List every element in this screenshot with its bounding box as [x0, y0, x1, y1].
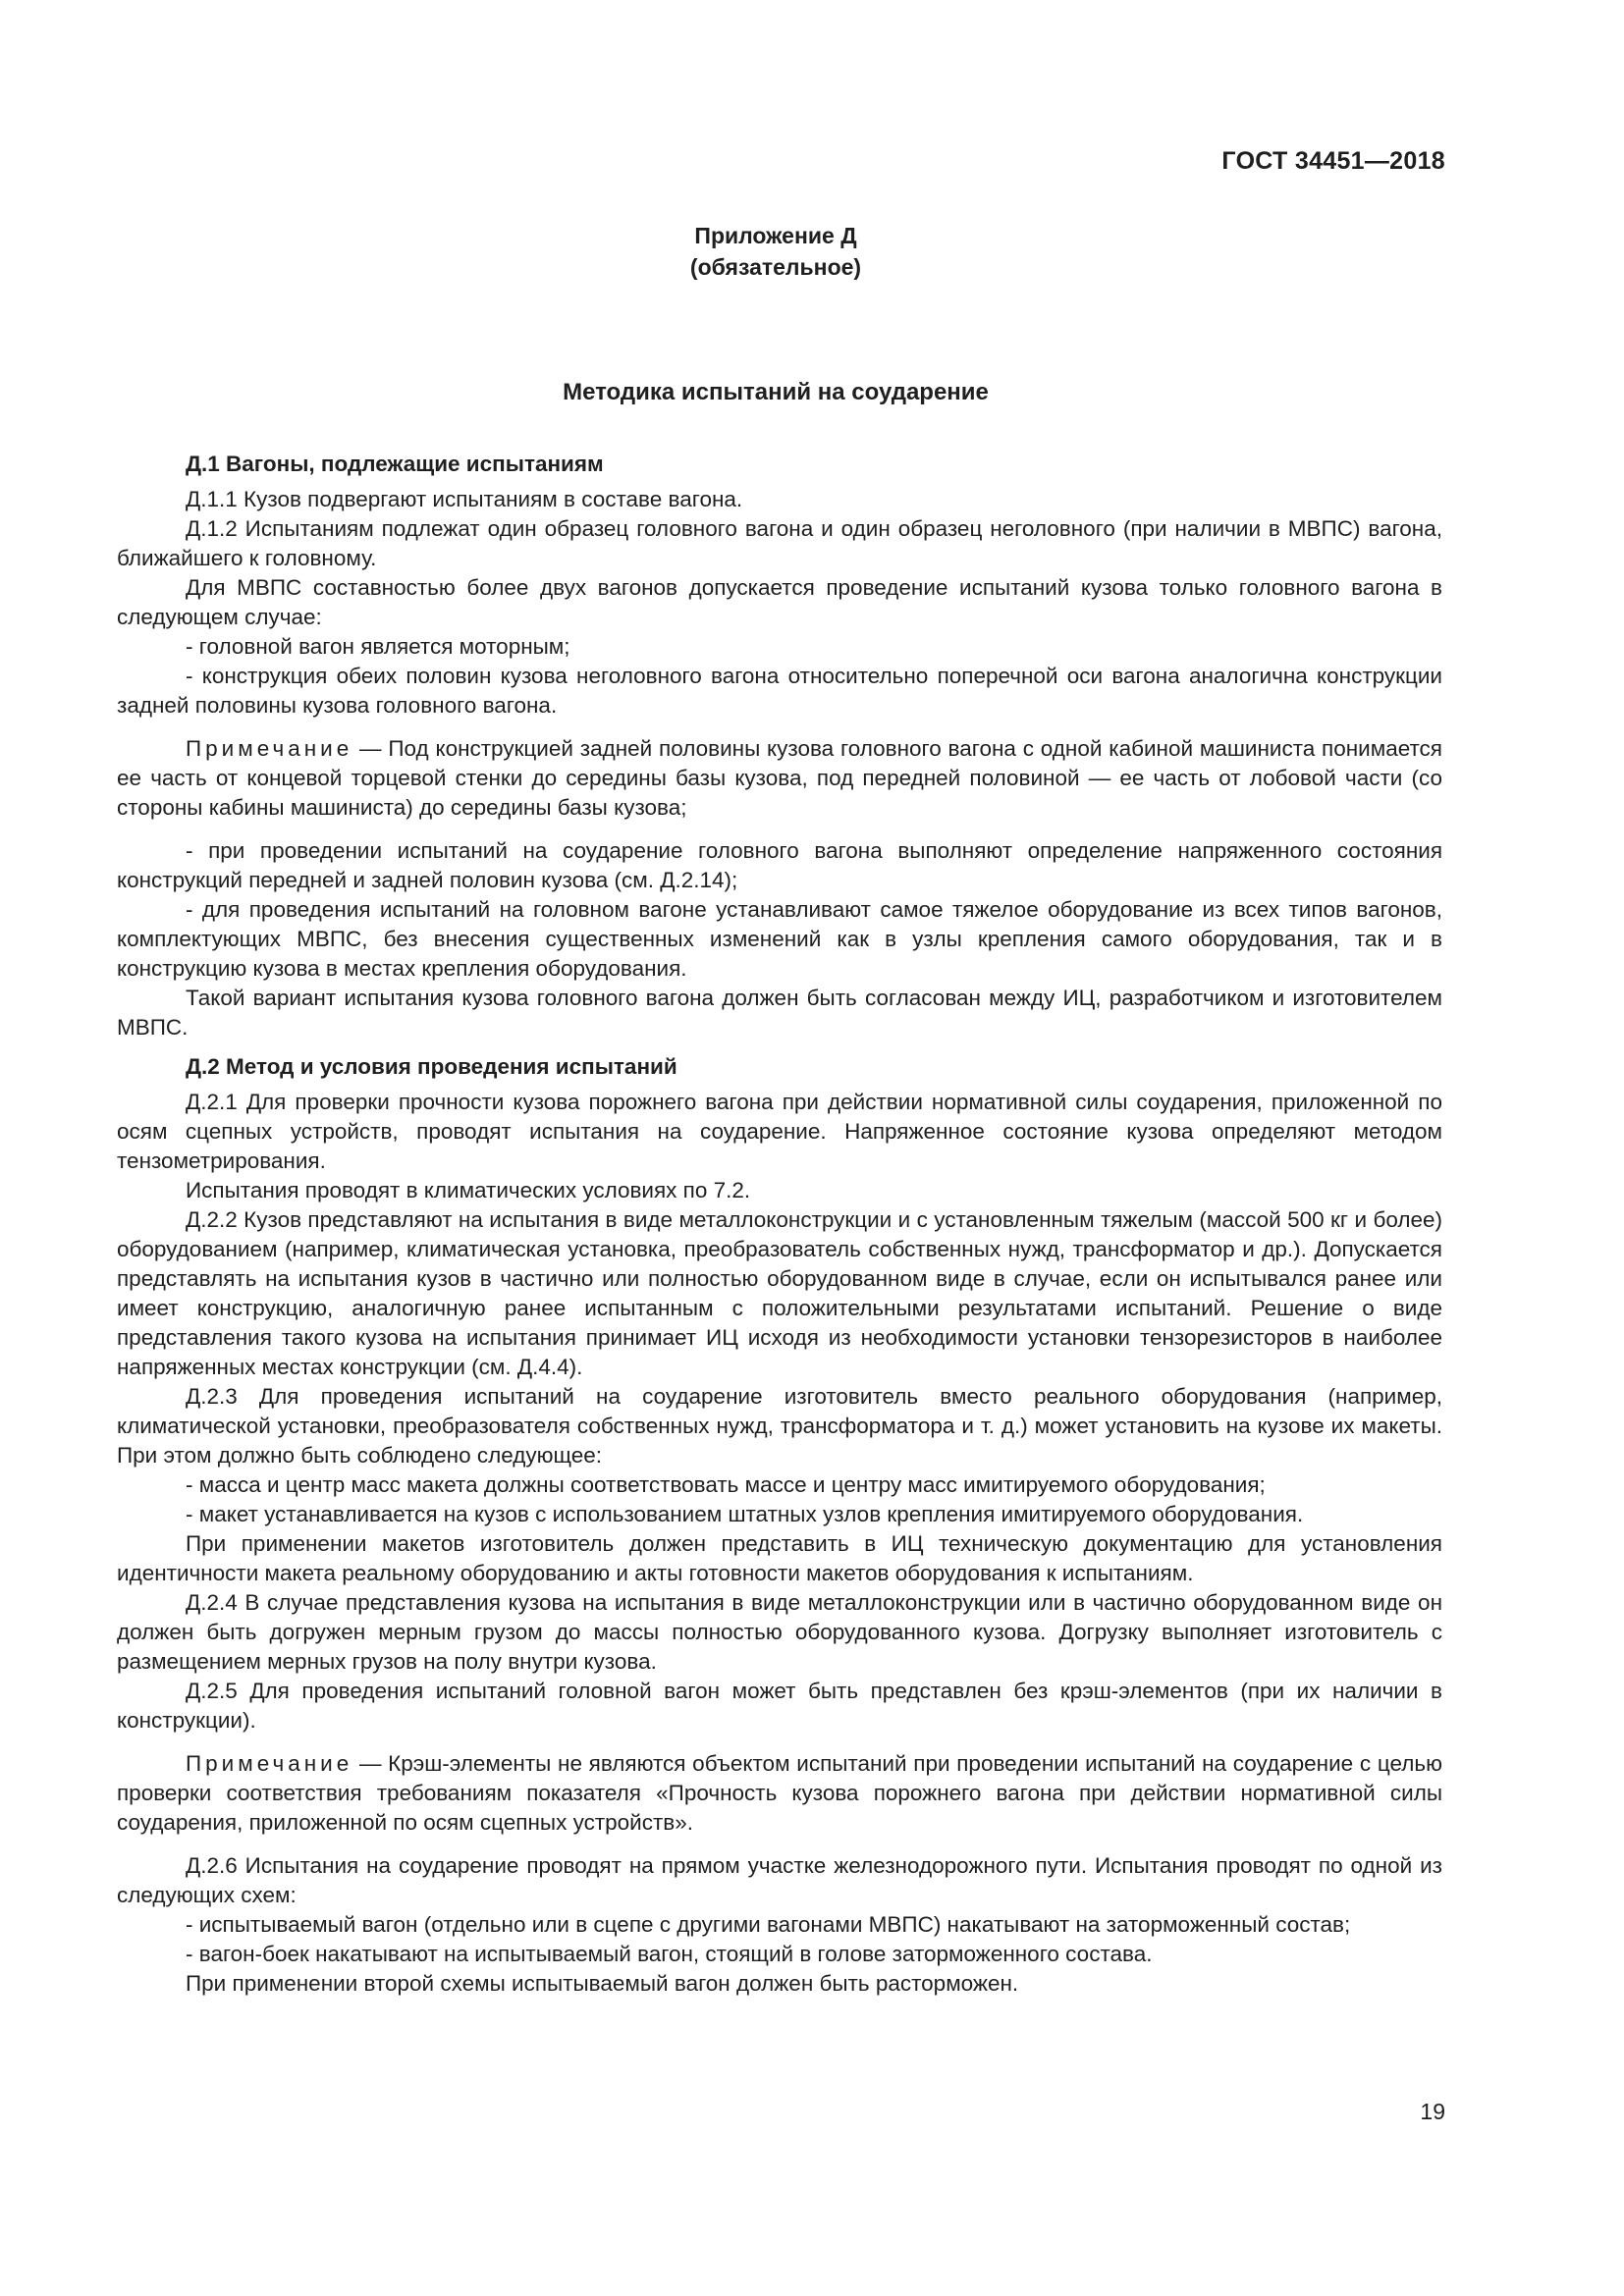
paragraph: Испытания проводят в климатических условиях по 7.2.: [186, 1178, 751, 1202]
annex-heading: [0, 220, 1551, 283]
paragraph: Д.2.3 Для проведения испытаний на соударение изготовитель вместо реального оборудования (например, климатической установки, преобразователя собственных нужд, трансформатора и т. д.) может установить на кузове их макеты. При этом должно быть соблюдено следующее:: [117, 1384, 1442, 1468]
list-item: - испытываемый вагон (отдельно или в сцепе с другими вагонами МВПС) накатывают на заторможенный состав;: [186, 1912, 1351, 1937]
note: [117, 1749, 1442, 1838]
list-item: - макет устанавливается на кузов с использованием штатных узлов крепления имитируемого оборудования.: [186, 1502, 1304, 1526]
list-item: - масса и центр масс макета должны соответствовать массе и центру масс имитируемого оборудования;: [186, 1472, 1266, 1497]
list-item: - головной вагон является моторным;: [186, 634, 570, 659]
annex-status: (обязательное): [689, 254, 862, 280]
note-text: — Под конструкцией задней половины кузова головного вагона с одной кабиной машиниста понимается ее часть от концевой торцевой стенки до середины базы кузова, под передней половиной — ее часть от лобовой части (со стороны кабины машиниста) до середины базы кузова;: [117, 736, 1442, 820]
paragraph: Д.2.2 Кузов представляют на испытания в виде металлоконструкции и с установленным тяжелым (массой 500 кг и более) оборудованием (например, климатическая установка, преобразователь собственных нужд, трансформатор и др.). Допускается представлять на испытания кузов в частично или полностью оборудованном виде в случае, если он испытывался ранее или имеет конструкцию, аналогичную ранее испытанным с положительными результатами испытаний. Решение о виде представления такого кузова на испытания принимает ИЦ исходя из необходимости установки тензорезисторов в наиболее напряженных местах конструкции (см. Д.4.4).: [117, 1207, 1442, 1379]
paragraph: Д.1.1 Кузов подвергают испытаниям в составе вагона.: [186, 487, 743, 511]
list-item: - для проведения испытаний на головном вагоне устанавливают самое тяжелое оборудование из всех типов вагонов, комплектующих МВПС, без внесения существенных изменений как в узлы крепления самого оборудования, так и в конструкцию кузова в местах крепления оборудования.: [117, 897, 1442, 981]
paragraph: Д.2.5 Для проведения испытаний головной вагон может быть представлен без крэш-элементов (при их наличии в конструкции).: [117, 1679, 1442, 1733]
note-text: — Крэш-элементы не являются объектом испытаний при проведении испытаний на соударение с целью проверки соответствия требованиям показателя «Прочность кузова порожнего вагона при действии нормативной силы соударения, приложенной по осям сцепных устройств».: [117, 1751, 1442, 1835]
list-item: - вагон-боек накатывают на испытываемый вагон, стоящий в голове заторможенного состава.: [186, 1942, 1153, 1966]
section-heading-d1: Д.1 Вагоны, подлежащие испытаниям: [186, 452, 604, 476]
paragraph: Д.1.2 Испытаниям подлежат один образец головного вагона и один образец неголовного (при наличии в МВПС) вагона, ближайшего к головному.: [117, 516, 1442, 570]
document-code: ГОСТ 34451—2018: [1221, 147, 1445, 175]
page-title: Методика испытаний на соударение: [563, 379, 989, 405]
note-label: Примечание: [186, 736, 353, 761]
page-number: 19: [1420, 2099, 1445, 2124]
annex-title: Приложение Д: [694, 223, 857, 248]
paragraph: Д.2.6 Испытания на соударение проводят на прямом участке железнодорожного пути. Испытания проводят по одной из следующих схем:: [117, 1853, 1442, 1907]
list-item: - при проведении испытаний на соударение головного вагона выполняют определение напряженного состояния конструкций передней и задней половин кузова (см. Д.2.14);: [117, 838, 1442, 892]
document-body: [117, 450, 1442, 1999]
paragraph: Для МВПС составностью более двух вагонов допускается проведение испытаний кузова только головного вагона в следующем случае:: [117, 575, 1442, 629]
paragraph: Д.2.1 Для проверки прочности кузова порожнего вагона при действии нормативной силы соударения, приложенной по осям сцепных устройств, проводят испытания на соударение. Напряженное состояние кузова определяют методом тензометрирования.: [117, 1090, 1442, 1173]
paragraph: При применении макетов изготовитель должен представить в ИЦ техническую документацию для установления идентичности макета реальному оборудованию и акты готовности макетов оборудования к испытаниям.: [117, 1531, 1442, 1585]
paragraph: Д.2.4 В случае представления кузова на испытания в виде металлоконструкции или в частично оборудованном виде он должен быть догружен мерным грузом до массы полностью оборудованного кузова. Догрузку выполняет изготовитель с размещением мерных грузов на полу внутри кузова.: [117, 1590, 1442, 1674]
paragraph: Такой вариант испытания кузова головного вагона должен быть согласован между ИЦ, разработчиком и изготовителем МВПС.: [117, 986, 1442, 1040]
list-item: - конструкция обеих половин кузова неголовного вагона относительно поперечной оси вагона аналогична конструкции задней половины кузова головного вагона.: [117, 664, 1442, 718]
paragraph: При применении второй схемы испытываемый вагон должен быть расторможен.: [186, 1971, 1019, 1996]
section-heading-d2: Д.2 Метод и условия проведения испытаний: [186, 1054, 677, 1079]
note: [117, 734, 1442, 823]
note-label: Примечание: [186, 1751, 353, 1776]
